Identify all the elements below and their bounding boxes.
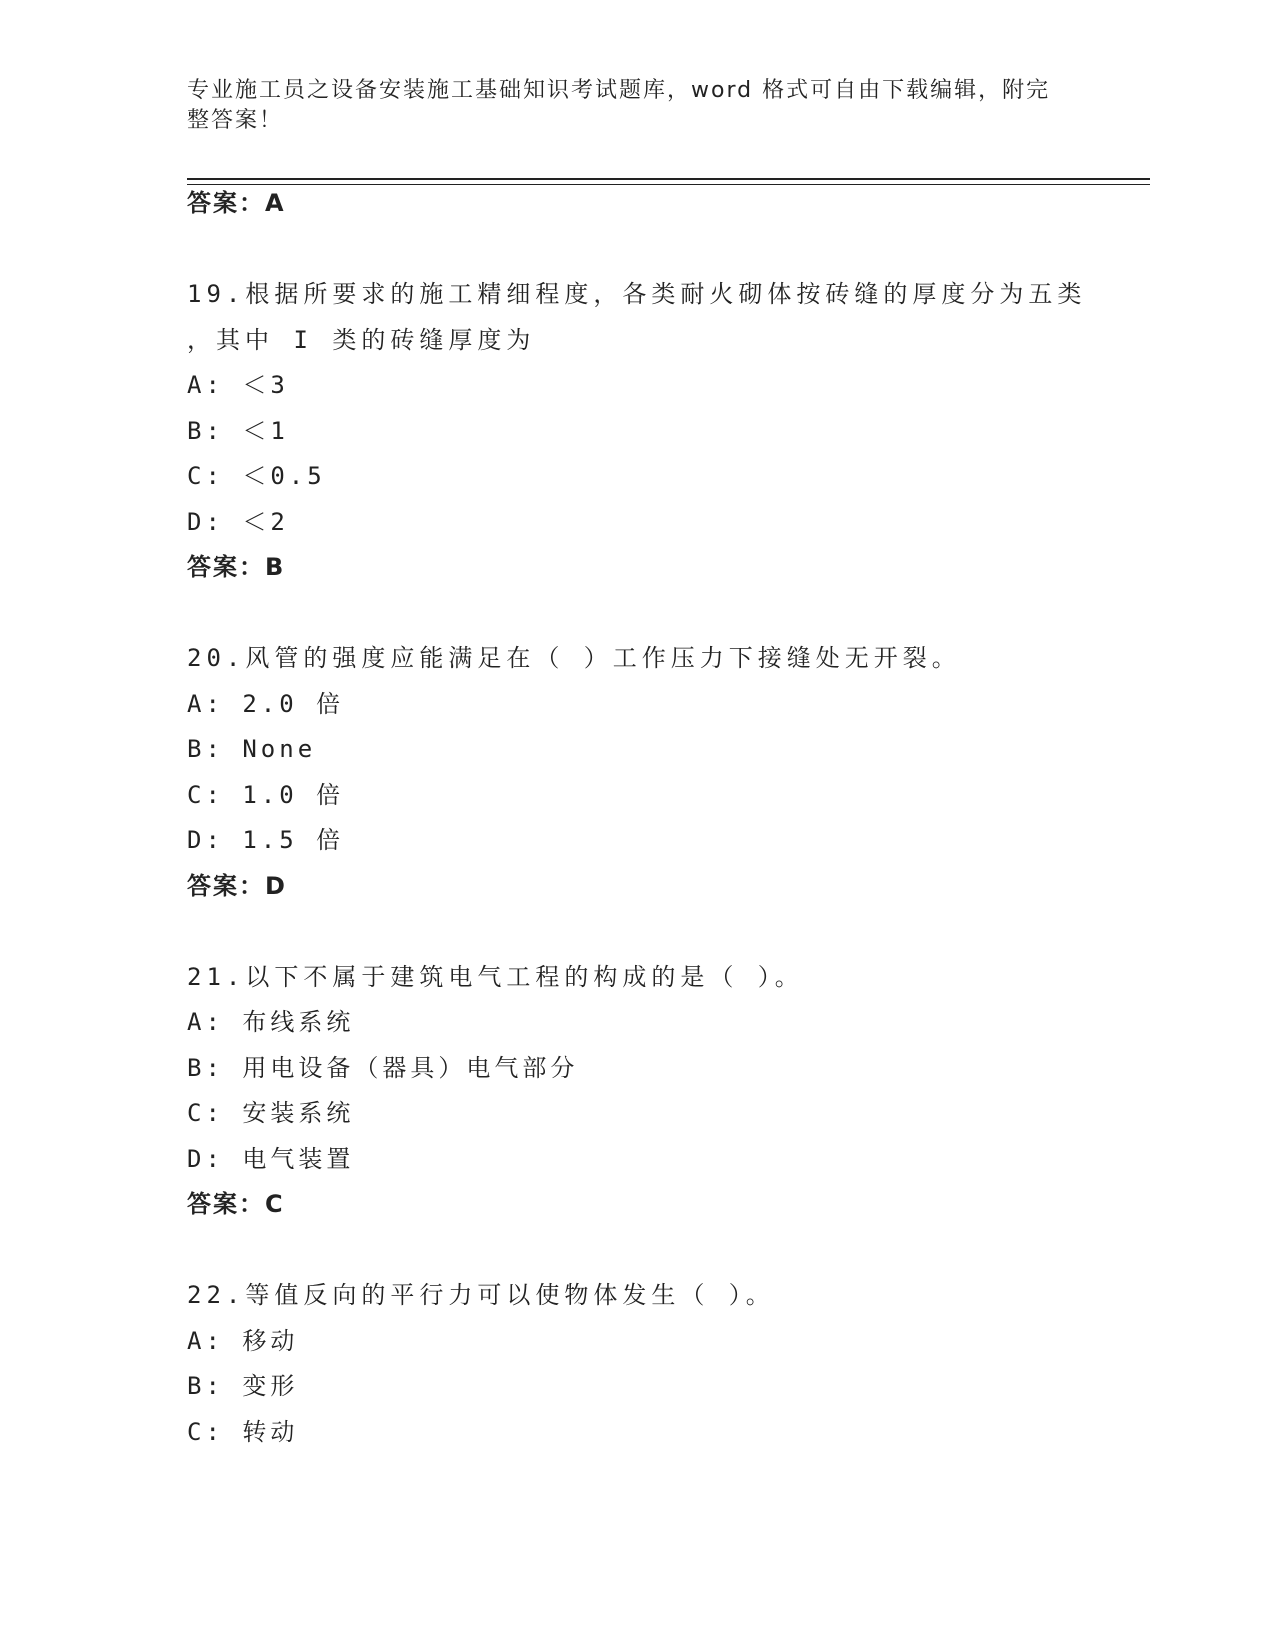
- option-a: A: 布线系统: [187, 1008, 355, 1036]
- option-b: B: ＜1: [187, 416, 289, 445]
- question-stem: 19.根据所要求的施工精细程度，各类耐火砌体按砖缝的厚度分为五类: [187, 280, 1087, 308]
- option-b: B: None: [187, 735, 317, 763]
- question-stem: 21.以下不属于建筑电气工程的构成的是（ ）。: [187, 962, 804, 991]
- option-b: B: 变形: [187, 1372, 299, 1400]
- spacer: [187, 909, 1087, 955]
- question-stem: 22.等值反向的平行力可以使物体发生（ ）。: [187, 1281, 775, 1309]
- question-list: [187, 181, 1087, 1455]
- spacer: [187, 591, 1087, 637]
- question-19: [187, 272, 1087, 591]
- answer: 答案：D: [187, 871, 287, 900]
- question-21: [187, 955, 1087, 1228]
- question-stem-continued: ，其中 I 类的砖缝厚度为: [187, 325, 536, 354]
- option-c: C: ＜0.5: [187, 462, 326, 490]
- question-stem: 20.风管的强度应能满足在（ ）工作压力下接缝处无开裂。: [187, 644, 961, 672]
- header-line-1: 专业施工员之设备安装施工基础知识考试题库，word 格式可自由下载编辑，附完: [187, 78, 1051, 103]
- header-line-2: 整答案！: [187, 108, 284, 133]
- option-d: D: 电气装置: [187, 1144, 355, 1173]
- option-a: A: 移动: [187, 1326, 299, 1355]
- option-c: C: 转动: [187, 1417, 299, 1446]
- option-c: C: 安装系统: [187, 1099, 355, 1127]
- previous-answer: 答案：A: [187, 189, 286, 217]
- spacer: [187, 227, 1087, 273]
- answer: 答案：C: [187, 1190, 285, 1218]
- option-a: A: 2.0 倍: [187, 689, 345, 718]
- question-22: [187, 1273, 1087, 1455]
- question-20: [187, 636, 1087, 909]
- option-d: D: 1.5 倍: [187, 826, 345, 854]
- option-d: D: ＜2: [187, 507, 289, 536]
- document-header: [187, 76, 1067, 136]
- option-a: A: ＜3: [187, 371, 289, 399]
- spacer: [187, 1228, 1087, 1274]
- answer: 答案：B: [187, 553, 286, 581]
- option-b: B: 用电设备（器具）电气部分: [187, 1053, 579, 1082]
- option-c: C: 1.0 倍: [187, 780, 345, 809]
- header-rule-thick: [187, 178, 1150, 180]
